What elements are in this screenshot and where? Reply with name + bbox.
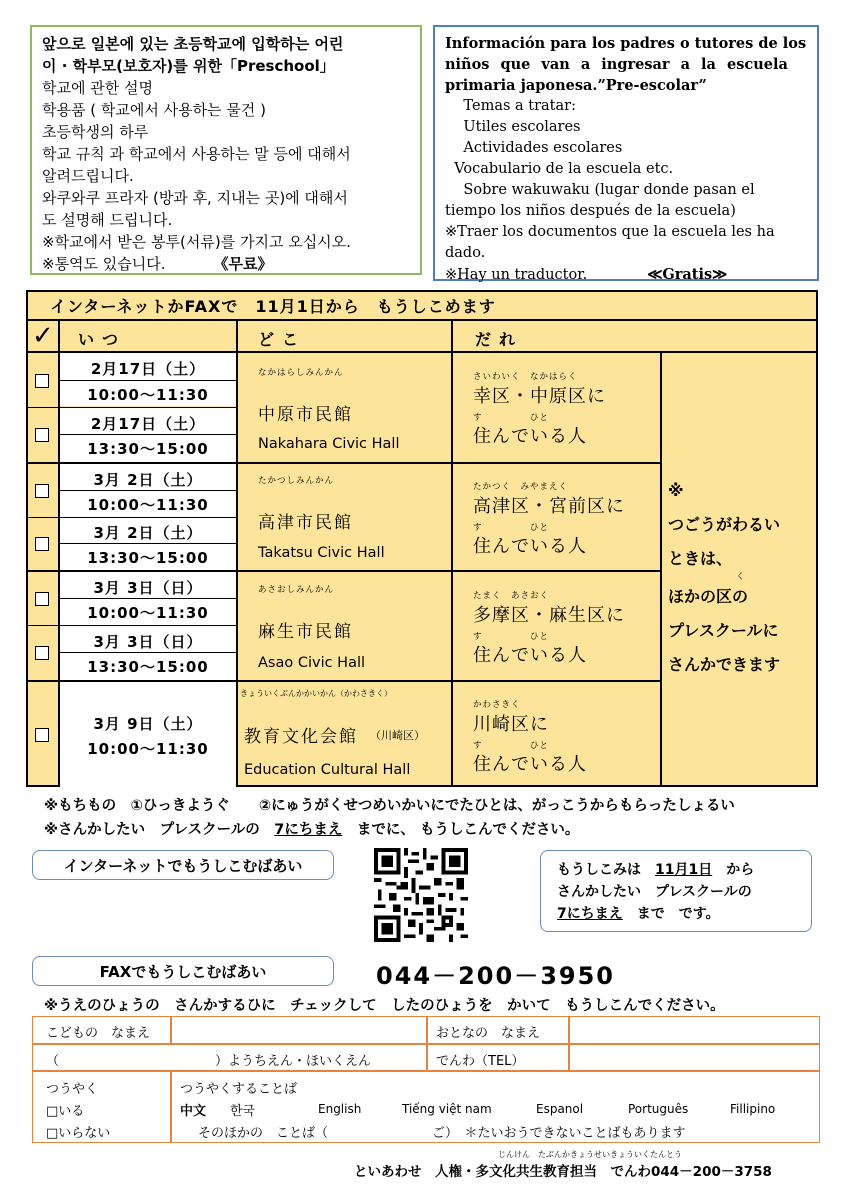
who-ruby: す ひと bbox=[473, 741, 550, 751]
deadline-days: 7にちまえ bbox=[274, 822, 343, 838]
language-option[interactable]: English bbox=[318, 1102, 362, 1116]
info-text: から bbox=[712, 862, 755, 878]
korean-info-box bbox=[30, 25, 422, 275]
divider bbox=[32, 1070, 820, 1072]
session-checkbox[interactable] bbox=[35, 592, 49, 606]
spanish-line: Temas a tratar: bbox=[445, 98, 576, 114]
korean-interpreter-note: ※통역도 있습니다. bbox=[42, 255, 166, 273]
divider bbox=[60, 598, 236, 599]
korean-line: 학교 규칙 과 학교에서 사용하는 말 등에 대해서 bbox=[42, 145, 351, 163]
venue-ruby: きょういくぶんかかいかん（かわさきく） bbox=[240, 689, 392, 698]
session-checkbox[interactable] bbox=[35, 428, 49, 442]
spanish-line: Sobre wakuwaku (lugar donde pasan el bbox=[445, 182, 755, 198]
venue-english: Takatsu Civic Hall bbox=[258, 545, 385, 561]
divider bbox=[660, 351, 662, 787]
deadline-text: までに、 もうしこんでください。 bbox=[342, 822, 580, 838]
who-ruby: かわさきく bbox=[473, 700, 521, 710]
internet-info-box bbox=[540, 850, 812, 932]
fax-instruction: ※うえのひょうの さんかするひに チェックして したのひょうを かいて もうしこんでください。 bbox=[44, 998, 725, 1014]
spanish-line: primaria japonesa.”Pre-escolar” bbox=[445, 77, 707, 94]
session-date: 3月 2日（土） bbox=[93, 524, 203, 542]
session-checkbox[interactable] bbox=[35, 374, 49, 388]
session-time: 10:00～11:30 bbox=[87, 604, 209, 622]
divider bbox=[451, 319, 453, 787]
session-date: 2月17日（土） bbox=[90, 360, 206, 378]
session-time: 13:30～15:00 bbox=[87, 549, 209, 567]
col-where-header: どこ bbox=[258, 330, 307, 349]
venue-english: Asao Civic Hall bbox=[258, 655, 366, 671]
who-ruby: たまく あさおく bbox=[473, 591, 550, 601]
info-line bbox=[557, 903, 801, 925]
korean-line: 도 설명해 드립니다. bbox=[42, 211, 173, 229]
start-date: 11月1日 bbox=[655, 862, 713, 878]
check-mark-icon: ✓ bbox=[32, 321, 54, 351]
contact-info: といあわせ 人権・多文化共生教育担当 でんわ044－200－3758 bbox=[354, 1164, 772, 1180]
note-ruby: く bbox=[736, 572, 746, 582]
venue-ruby: あさおしみんかん bbox=[258, 585, 335, 595]
language-label: つうやくすることば bbox=[180, 1082, 298, 1097]
deadline-text: ※さんかしたい プレスクールの bbox=[44, 822, 275, 838]
spanish-info-box bbox=[433, 25, 819, 281]
who-ruby: さいわいく なかはらく bbox=[473, 372, 578, 382]
contact-ruby: じんけん たぶんかきょうせいきょういくたんとう bbox=[498, 1150, 682, 1159]
who-line: 住んでいる人 bbox=[473, 426, 587, 447]
session-checkbox[interactable] bbox=[35, 728, 49, 742]
internet-apply-label: インターネットでもうしこむばあい bbox=[32, 850, 334, 880]
interpreter-label: つうやく bbox=[46, 1082, 99, 1097]
qr-code-icon[interactable] bbox=[374, 848, 468, 942]
korean-line: 이 · 학부모(보호자)를 위한「Preschool」 bbox=[42, 57, 335, 75]
spanish-free-label: ≪Gratis≫ bbox=[647, 266, 728, 283]
session-date: 3月 3日（日） bbox=[93, 633, 203, 651]
divider bbox=[170, 1070, 172, 1143]
language-option[interactable]: 한국 bbox=[230, 1104, 256, 1119]
fax-number: 044－200－3950 bbox=[376, 962, 615, 990]
divider bbox=[568, 1016, 570, 1070]
korean-line: 학용품 ( 학교에서 사용하는 물건 ) bbox=[42, 101, 266, 119]
who-ruby: す ひと bbox=[473, 523, 550, 533]
divider bbox=[170, 1016, 172, 1043]
who-line: 高津区・宮前区に bbox=[473, 496, 625, 517]
divider bbox=[60, 652, 236, 653]
language-option[interactable]: 中文 bbox=[180, 1104, 207, 1119]
adult-name-field[interactable] bbox=[572, 1019, 818, 1041]
korean-line: 초등학생의 하루 bbox=[42, 123, 149, 141]
session-checkbox[interactable] bbox=[35, 646, 49, 660]
korean-line: 학교에 관한 설명 bbox=[42, 79, 153, 97]
venue-name: 中原市民館 bbox=[258, 405, 353, 425]
spanish-translator-note: ※Hay un traductor. bbox=[445, 267, 588, 283]
language-option[interactable]: Fillipino bbox=[730, 1102, 776, 1116]
korean-line bbox=[42, 253, 410, 275]
korean-line: 와쿠와쿠 프라자 (방과 후, 지내는 곳)에 대해서 bbox=[42, 189, 348, 207]
info-text: まで です。 bbox=[622, 906, 720, 922]
spanish-line bbox=[445, 264, 807, 286]
spanish-line: niños que van a ingresar a la escuela bbox=[445, 56, 788, 73]
language-option[interactable]: Tiếng việt nam bbox=[402, 1102, 492, 1116]
spanish-line: Actividades escolares bbox=[445, 140, 623, 156]
note-line: プレスクールに bbox=[668, 621, 779, 640]
session-time: 10:00～11:30 bbox=[87, 496, 209, 514]
venue-sub: （川崎区） bbox=[370, 729, 425, 742]
korean-free-label: 《무료》 bbox=[213, 255, 273, 273]
spanish-line: ※Traer los documentos que la escuela les ha bbox=[445, 224, 775, 240]
language-option[interactable]: Português bbox=[628, 1102, 689, 1116]
child-name-label: こどもの なまえ bbox=[46, 1026, 151, 1041]
spanish-line: Vocabulario de la escuela etc. bbox=[445, 161, 674, 177]
language-option[interactable]: Espanol bbox=[536, 1102, 584, 1116]
date-cell-bg bbox=[60, 682, 236, 787]
fax-apply-label: FAXでもうしこむばあい bbox=[32, 956, 334, 986]
spanish-line: dado. bbox=[445, 245, 486, 261]
who-line: 幸区・中原区に bbox=[473, 386, 606, 407]
divider bbox=[60, 490, 236, 491]
child-name-field[interactable] bbox=[173, 1019, 424, 1041]
col-who-header: だれ bbox=[475, 330, 524, 349]
session-date: 3月 2日（土） bbox=[93, 471, 203, 489]
who-line: 住んでいる人 bbox=[473, 536, 587, 557]
phone-field[interactable] bbox=[572, 1046, 818, 1068]
venue-name: 麻生市民館 bbox=[258, 622, 353, 642]
venue-english: Education Cultural Hall bbox=[244, 762, 411, 778]
venue-name: 教育文化会館 bbox=[244, 727, 358, 747]
who-line: 住んでいる人 bbox=[473, 645, 587, 666]
info-line: さんかしたい プレスクールの bbox=[557, 884, 752, 900]
phone-label: でんわ（TEL） bbox=[436, 1054, 525, 1069]
divider bbox=[60, 434, 236, 435]
who-ruby: たかつく みやまえく bbox=[473, 482, 569, 492]
who-ruby: す ひと bbox=[473, 413, 550, 423]
session-checkbox[interactable] bbox=[35, 537, 49, 551]
session-date: 3月 3日（日） bbox=[93, 579, 203, 597]
divider bbox=[426, 1016, 428, 1070]
info-text: もうしこみは bbox=[557, 862, 655, 878]
who-line: 川崎区に bbox=[473, 714, 549, 735]
col-when-header: いつ bbox=[78, 330, 127, 349]
spanish-line: Información para los padres o tutores de los bbox=[445, 35, 807, 52]
session-time: 13:30～15:00 bbox=[87, 658, 209, 676]
deadline-days: 7にちまえ bbox=[557, 906, 623, 922]
interpreter-need-option[interactable]: □いる bbox=[46, 1104, 85, 1119]
venue-ruby: たかつしみんかん bbox=[258, 476, 335, 486]
who-line: 住んでいる人 bbox=[473, 754, 587, 775]
venue-ruby: なかはらしみんかん bbox=[258, 368, 344, 378]
who-ruby: す ひと bbox=[473, 632, 550, 642]
bring-note: ※もちもの ①ひっきようぐ ②にゅうがくせつめいかいにでたひとは、がっこうからもらったしょるい bbox=[44, 798, 735, 814]
korean-line: 앞으로 일본에 있는 초등학교에 입학하는 어린 bbox=[42, 35, 344, 53]
note-line: つごうがわるい bbox=[668, 515, 781, 534]
divider bbox=[236, 319, 238, 787]
note-line: ※ bbox=[668, 481, 684, 500]
who-line: 多摩区・麻生区に bbox=[473, 605, 625, 626]
deadline-note bbox=[44, 818, 579, 839]
session-checkbox[interactable] bbox=[35, 484, 49, 498]
info-line bbox=[557, 859, 801, 881]
korean-line: 알려드립니다. bbox=[42, 167, 134, 185]
session-time: 10:00～11:30 bbox=[87, 386, 209, 404]
schedule-title: インターネットかFAXで 11月1日から もうしこめます bbox=[50, 297, 496, 316]
korean-line: ※학교에서 받은 봉투(서류)를 가지고 오십시오. bbox=[42, 233, 351, 251]
session-date: 3月 9日（土） bbox=[93, 715, 203, 733]
venue-english: Nakahara Civic Hall bbox=[258, 436, 400, 452]
note-line: ほかの区の bbox=[668, 587, 749, 606]
adult-name-label: おとなの なまえ bbox=[436, 1026, 541, 1041]
session-date: 2月17日（土） bbox=[90, 415, 206, 433]
kindergarten-field[interactable]: （ ）ようちえん・ほいくえん bbox=[46, 1054, 372, 1069]
spanish-line: tiempo los niños después de la escuela) bbox=[445, 203, 736, 219]
note-line: さんかできます bbox=[668, 655, 781, 674]
session-time: 13:30～15:00 bbox=[87, 440, 209, 458]
interpreter-noneed-option[interactable]: □いらない bbox=[46, 1126, 111, 1141]
session-time: 10:00～11:30 bbox=[87, 740, 209, 758]
note-line: ときは、 bbox=[668, 549, 733, 568]
venue-name: 高津市民館 bbox=[258, 513, 353, 533]
other-language-field[interactable]: そのほかの ことば（ ご） ＊たいおうできないことばもあります bbox=[198, 1126, 686, 1141]
spanish-line: Utiles escolares bbox=[445, 119, 581, 135]
divider bbox=[60, 543, 236, 544]
divider bbox=[60, 380, 236, 381]
divider bbox=[26, 319, 818, 321]
